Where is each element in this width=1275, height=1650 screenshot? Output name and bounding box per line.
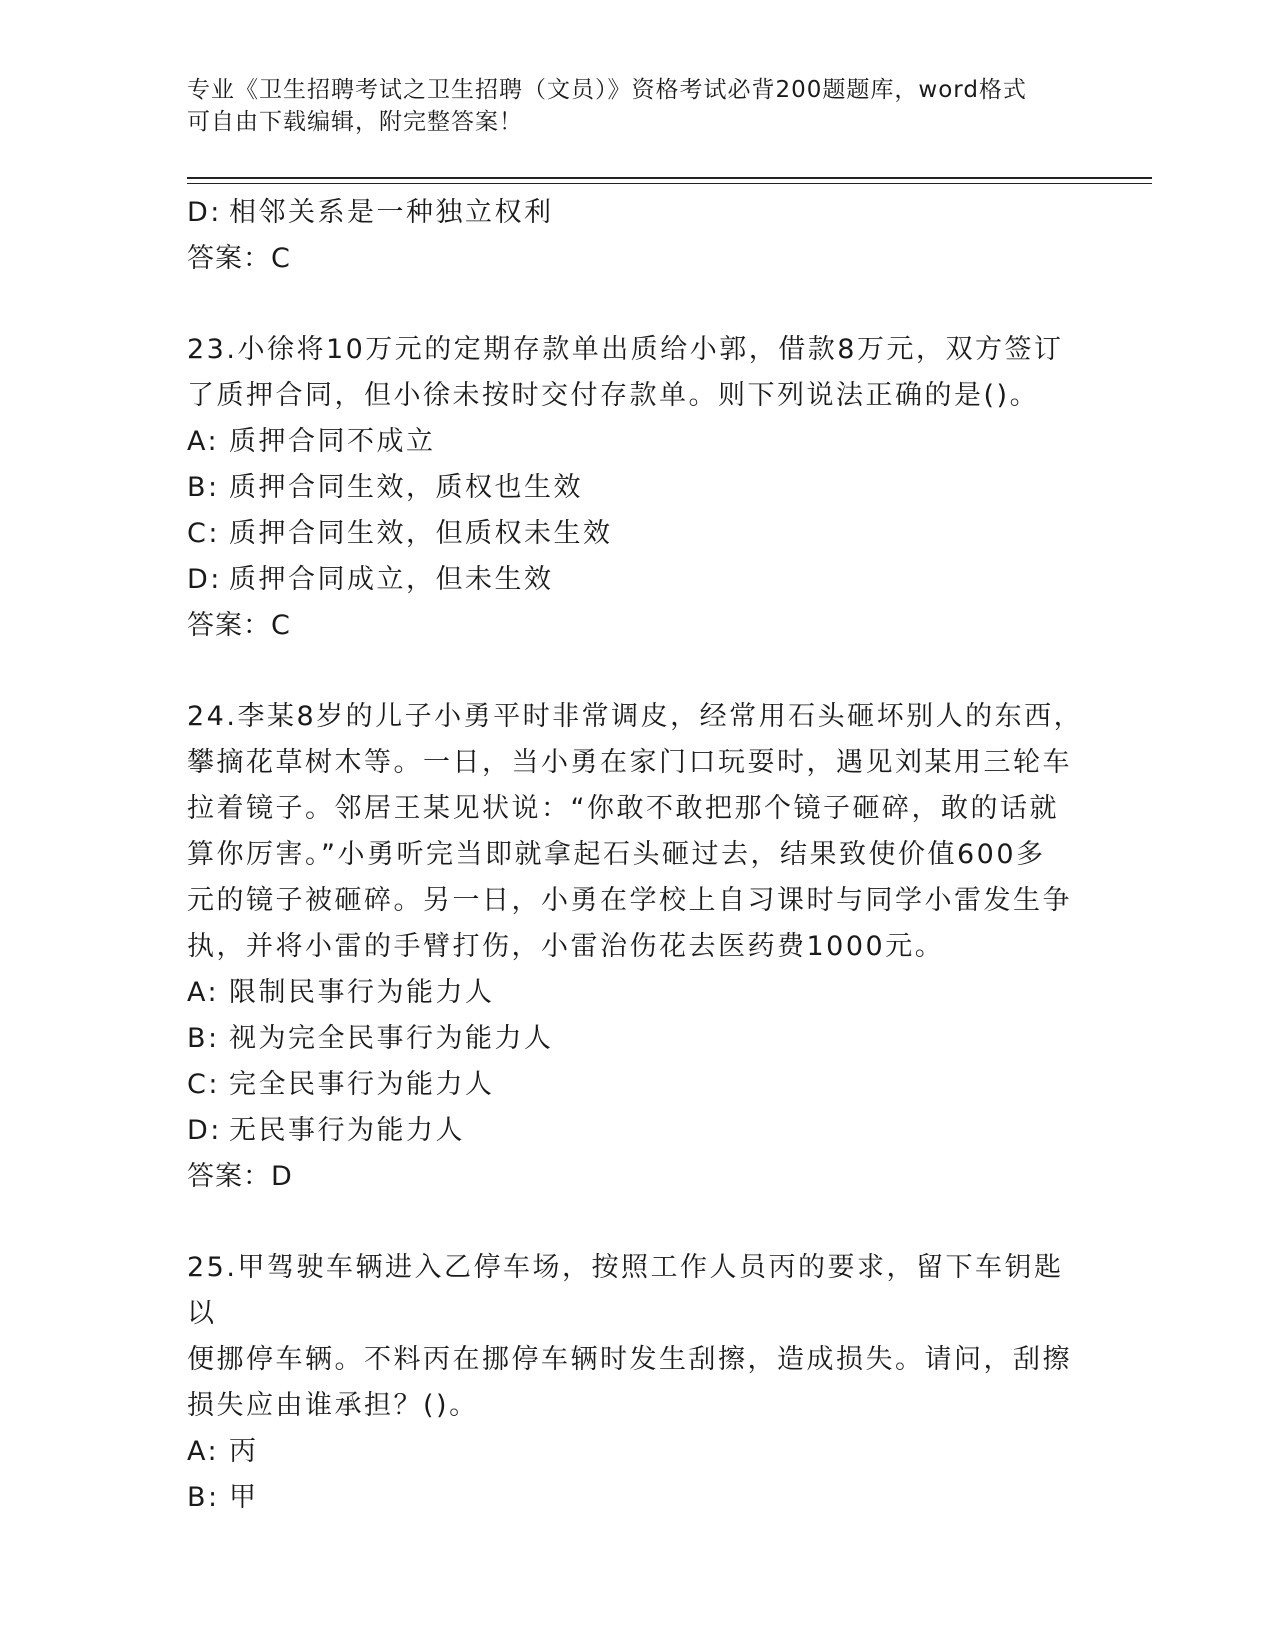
option-a	[187, 419, 1087, 465]
option-text: 质押合同不成立	[229, 426, 436, 457]
question-text-line: 损失应由谁承担？()。	[187, 1390, 479, 1421]
option-letter: A:	[187, 977, 220, 1008]
question-text-line: 攀摘花草树木等。一日，当小勇在家门口玩耍时，遇见刘某用三轮车	[187, 747, 1072, 778]
header-line-1: 专业《卫生招聘考试之卫生招聘（文员）》资格考试必背200题题库，word格式	[187, 77, 1027, 103]
option-letter: A:	[187, 426, 220, 457]
spacer	[187, 649, 1087, 694]
option-text: 质押合同成立，但未生效	[229, 564, 554, 595]
question-23	[187, 327, 1087, 419]
option-text: 完全民事行为能力人	[229, 1069, 495, 1100]
document-header	[187, 74, 1077, 138]
question-text-line: 算你厉害。”小勇听完当即就拿起石头砸过去，结果致使价值600多	[187, 839, 1046, 870]
option-letter: B:	[187, 1023, 220, 1054]
option-letter: C:	[187, 1069, 220, 1100]
option-text: 丙	[229, 1436, 259, 1467]
option-d	[187, 1108, 1087, 1154]
option-letter: C:	[187, 518, 220, 549]
option-letter: B:	[187, 472, 220, 503]
answer-line: 答案：C	[187, 243, 291, 274]
option-b	[187, 1475, 1087, 1521]
option-letter: D:	[187, 197, 222, 228]
header-divider-thin	[187, 183, 1152, 184]
option-a	[187, 970, 1087, 1016]
option-letter: A:	[187, 1436, 220, 1467]
question-text-line: 元的镜子被砸碎。另一日，小勇在学校上自习课时与同学小雷发生争	[187, 885, 1072, 916]
option-b	[187, 1016, 1087, 1062]
spacer	[187, 282, 1087, 327]
option-c	[187, 511, 1087, 557]
option-text: 质押合同生效，但质权未生效	[229, 518, 613, 549]
header-line-2: 可自由下载编辑，附完整答案！	[187, 109, 523, 135]
option-a	[187, 1429, 1087, 1475]
answer-line: 答案：C	[187, 610, 291, 641]
option-letter: B:	[187, 1482, 220, 1513]
question-text-line: 24.李某8岁的儿子小勇平时非常调皮，经常用石头砸坏别人的东西，	[187, 701, 1084, 732]
option-text: 质押合同生效，质权也生效	[229, 472, 583, 503]
option-letter: D:	[187, 1115, 222, 1146]
question-text-line: 执，并将小雷的手臂打伤，小雷治伤花去医药费1000元。	[187, 931, 945, 962]
question-text-line: 拉着镜子。邻居王某见状说：“你敢不敢把那个镜子砸碎，敢的话就	[187, 793, 1059, 824]
option-c	[187, 1062, 1087, 1108]
option-text: 相邻关系是一种独立权利	[229, 197, 554, 228]
spacer	[187, 1200, 1087, 1245]
header-divider-thick	[187, 177, 1152, 179]
option-text: 限制民事行为能力人	[229, 977, 495, 1008]
question-content	[187, 190, 1087, 1521]
question-24	[187, 694, 1087, 970]
option-letter: D:	[187, 564, 222, 595]
option-d	[187, 557, 1087, 603]
question-text-line: 23.小徐将10万元的定期存款单出质给小郭，借款8万元，双方签订	[187, 334, 1064, 365]
question-text-line: 了质押合同，但小徐未按时交付存款单。则下列说法正确的是()。	[187, 380, 1040, 411]
option-text: 甲	[229, 1482, 259, 1513]
option-text: 视为完全民事行为能力人	[229, 1023, 554, 1054]
answer-line: 答案：D	[187, 1161, 293, 1192]
question-text-line: 25.甲驾驶车辆进入乙停车场，按照工作人员丙的要求，留下车钥匙以	[187, 1252, 1064, 1329]
question-25	[187, 1245, 1087, 1429]
option-b	[187, 465, 1087, 511]
question-text-line: 便挪停车辆。不料丙在挪停车辆时发生刮擦，造成损失。请问，刮擦	[187, 1344, 1072, 1375]
option-text: 无民事行为能力人	[229, 1115, 465, 1146]
option-d	[187, 190, 1087, 236]
